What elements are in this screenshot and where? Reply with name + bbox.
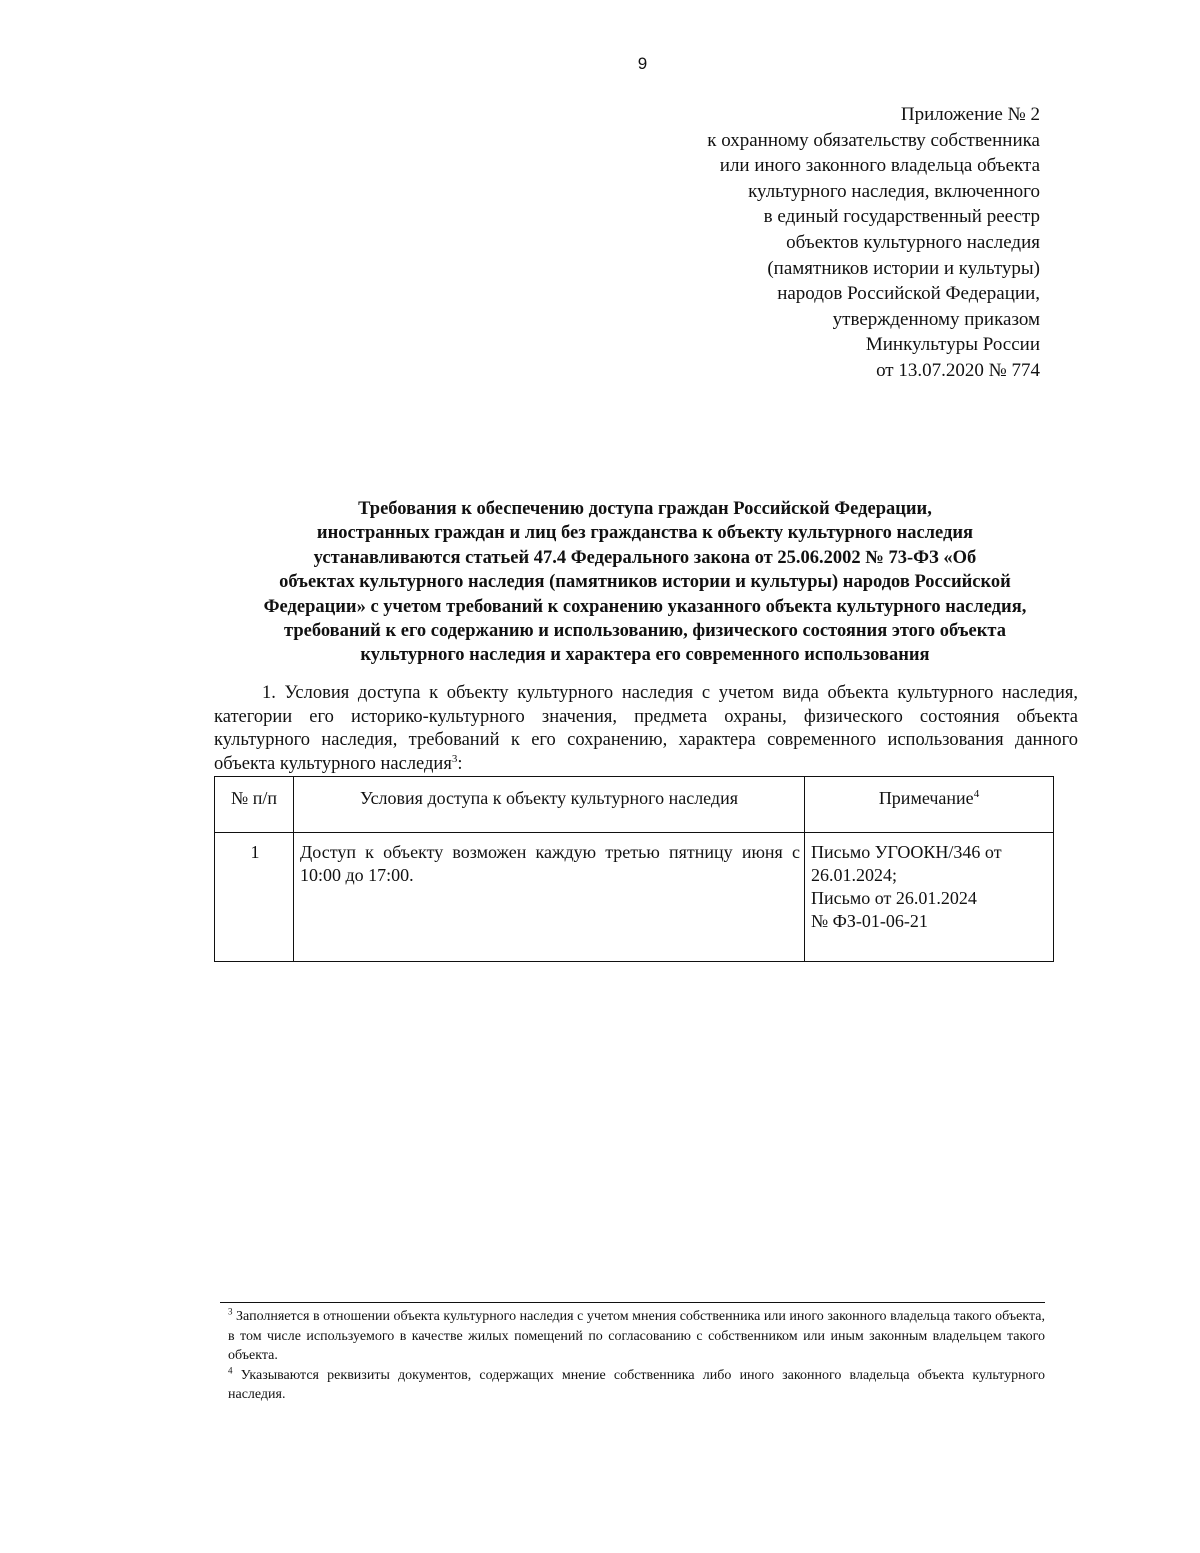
table-header-row [215, 777, 1054, 833]
note-line: Письмо УГООКН/346 от [811, 842, 1002, 862]
note-line: Письмо от 26.01.2024 [811, 888, 977, 908]
heading-line: устанавливаются статьей 47.4 Федерального закона от 25.06.2002 № 73-ФЗ «Об [313, 547, 977, 568]
note-line: № ФЗ-01-06-21 [811, 911, 928, 931]
footnote-text: Указываются реквизиты документов, содержащих мнение собственника либо иного законного владельца объекта культурного наследия. [228, 1367, 1045, 1402]
footnote-4 [228, 1366, 1045, 1405]
appendix-line: в единый государственный реестр [763, 206, 1040, 228]
appendix-line: или иного законного владельца объекта [719, 155, 1040, 177]
footnotes [220, 1302, 1045, 1405]
footnote-number: 4 [228, 1364, 233, 1375]
footnote-text: Заполняется в отношении объекта культурного наследия с учетом мнения собственника или иного законного владельца такого объекта, в том числе используемого в качестве жилых помещений по согласованию с собственником или иным законным владельцем такого объекта. [228, 1309, 1045, 1363]
header-note-label: Примечание [878, 788, 974, 808]
footnote-ref-4: 4 [973, 788, 980, 800]
appendix-line: (памятников истории и культуры) [767, 257, 1040, 279]
heading-line: иностранных граждан и лиц без гражданства к объекту культурного наследия [316, 523, 974, 544]
appendix-line: народов Российской Федерации, [777, 283, 1040, 305]
appendix-line: от 13.07.2020 № 774 [876, 359, 1040, 381]
header-conditions: Условия доступа к объекту культурного наследия [294, 777, 805, 833]
paragraph-text: 1. Условия доступа к объекту культурного наследия с учетом вида объекта культурного наследия, категории его историко-культурного значения, предмета охраны, физического состояния объекта культурного наследия, требований к его сохранению, характера современного использования данного объекта культурного наследия [214, 683, 1078, 774]
appendix-line: утвержденному приказом [832, 308, 1040, 330]
document-heading [190, 497, 1100, 668]
heading-line: культурного наследия и характера его современного использования [360, 645, 930, 666]
appendix-line: объектов культурного наследия [786, 231, 1040, 253]
heading-line: требований к его содержанию и использованию, физического состояния этого объекта [284, 621, 1006, 642]
heading-line: Федерации» с учетом требований к сохранению указанного объекта культурного наследия, [263, 596, 1027, 617]
appendix-header [540, 102, 1040, 384]
appendix-line: Минкультуры России [865, 334, 1040, 356]
footnote-3 [228, 1307, 1045, 1366]
header-note [805, 777, 1054, 833]
footnote-number: 3 [228, 1306, 233, 1317]
row-conditions: Доступ к объекту возможен каждую третью пятницу июня с 10:00 до 17:00. [294, 833, 805, 962]
appendix-line: Приложение № 2 [900, 104, 1040, 125]
paragraph-ending: : [457, 753, 463, 774]
note-line: 26.01.2024; [811, 865, 898, 885]
heading-line: Требования к обеспечению доступа граждан Российской Федерации, [358, 499, 932, 519]
access-conditions-table [214, 776, 1054, 962]
row-number: 1 [215, 833, 294, 962]
appendix-line: культурного наследия, включенного [748, 180, 1040, 202]
row-note [805, 833, 1054, 962]
footnote-ref-3: 3 [451, 752, 458, 765]
table-row [215, 833, 1054, 962]
access-conditions-paragraph [214, 682, 1078, 776]
appendix-line: к охранному обязательству собственника [707, 129, 1040, 151]
header-number: № п/п [215, 777, 294, 833]
heading-line: объектах культурного наследия (памятников истории и культуры) народов Российской [279, 572, 1011, 593]
page-number: 9 [637, 54, 648, 73]
